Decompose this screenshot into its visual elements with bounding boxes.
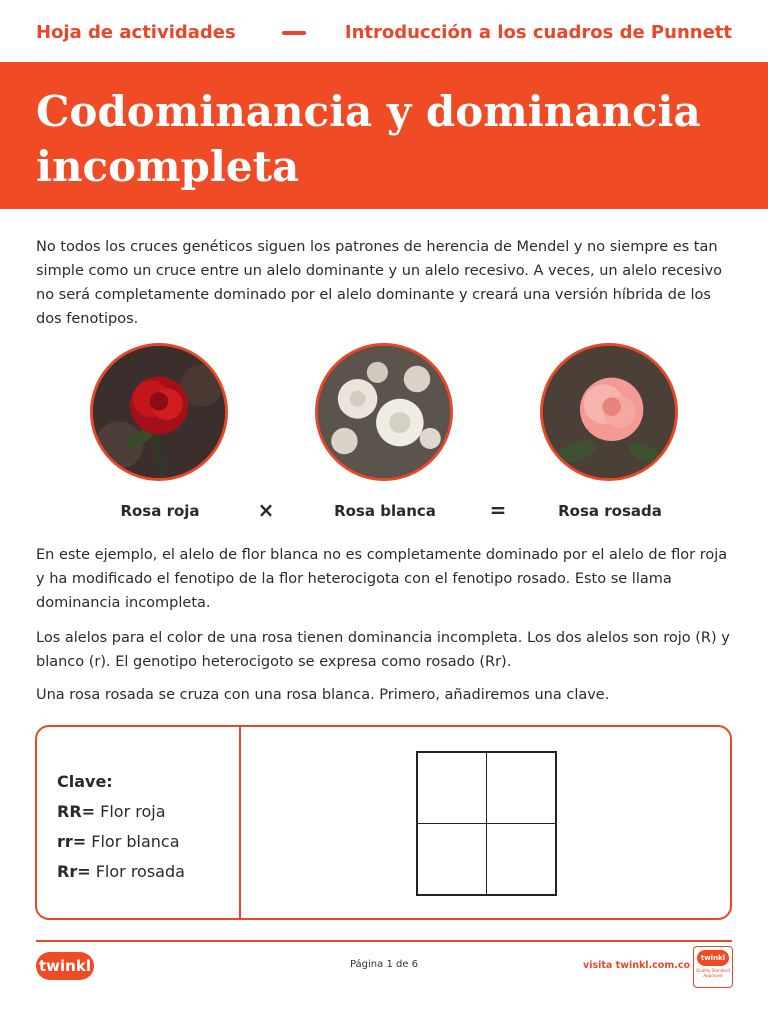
key-title: Clave: — [57, 772, 113, 791]
cross-paragraph: Una rosa rosada se cruza con una rosa blanca. Primero, añadiremos una clave. — [36, 687, 610, 703]
white-rose-icon — [318, 346, 450, 478]
key-phenotype: Flor roja — [95, 802, 166, 821]
key-genotype: Rr= — [57, 862, 91, 881]
alleles-paragraph: Los alelos para el color de una rosa tienen dominancia incompleta. Los dos alelos son rojo (R) y blanco (r). El genotipo heterocigoto se expresa como rosado (Rr). — [36, 630, 730, 670]
punnett-cell[interactable] — [486, 752, 556, 824]
key-row — [57, 857, 185, 887]
key-phenotype: Flor rosada — [90, 862, 185, 881]
red-rose-icon — [93, 346, 225, 478]
key-row — [57, 797, 185, 827]
key-phenotype: Flor blanca — [86, 832, 180, 851]
pink-rose-label: Rosa rosada — [558, 502, 662, 520]
punnett-cell[interactable] — [417, 752, 487, 824]
topic-label: Introducción a los cuadros de Punnett — [344, 22, 732, 43]
footer-divider — [36, 940, 732, 942]
page-title: Codominancia y dominancia incompleta — [36, 87, 701, 191]
white-rose-label: Rosa blanca — [334, 502, 436, 520]
punnett-cell[interactable] — [486, 823, 556, 895]
page-header — [0, 0, 768, 62]
key-genotype: rr= — [57, 832, 87, 851]
red-rose-image — [90, 343, 228, 481]
punnett-cell[interactable] — [417, 823, 487, 895]
key-section — [57, 767, 185, 887]
white-rose-image — [315, 343, 453, 481]
badge-text: Quality Standard Approved — [696, 968, 730, 978]
intro-paragraph: No todos los cruces genéticos siguen los patrones de herencia de Mendel y no siempre es tan simple como un cruce entre un alelo dominante y un alelo recesivo. A veces, un alelo recesivo no será completamente dominado por el alelo dominante y creará una versión híbrida de los dos fenotipos. — [36, 239, 723, 327]
example-paragraph: En este ejemplo, el alelo de flor blanca no es completamente dominado por el alelo de flor roja y ha modificado el fenotipo de la flor heterocigota con el fenotipo rosado. Esto se llama dominancia incompleta. — [36, 547, 728, 611]
box-divider — [239, 727, 241, 918]
badge-logo: twinkl — [697, 950, 729, 966]
visit-link[interactable]: visita twinkl.com.co — [583, 960, 690, 971]
equals-symbol: = — [489, 498, 507, 522]
key-row — [57, 827, 185, 857]
red-rose-label: Rosa roja — [120, 502, 200, 520]
title-banner — [0, 62, 768, 209]
times-symbol: × — [257, 498, 275, 522]
quality-badge — [693, 946, 733, 988]
punnett-square — [416, 751, 557, 896]
pink-rose-image — [540, 343, 678, 481]
twinkl-logo[interactable]: twinkl — [36, 952, 94, 980]
key-and-punnett-box — [35, 725, 732, 920]
pink-rose-icon — [543, 346, 675, 478]
header-dash — [282, 31, 306, 35]
activity-sheet-label: Hoja de actividades — [36, 22, 236, 43]
page-number: Página 1 de 6 — [349, 959, 419, 970]
key-genotype: RR= — [57, 802, 96, 821]
